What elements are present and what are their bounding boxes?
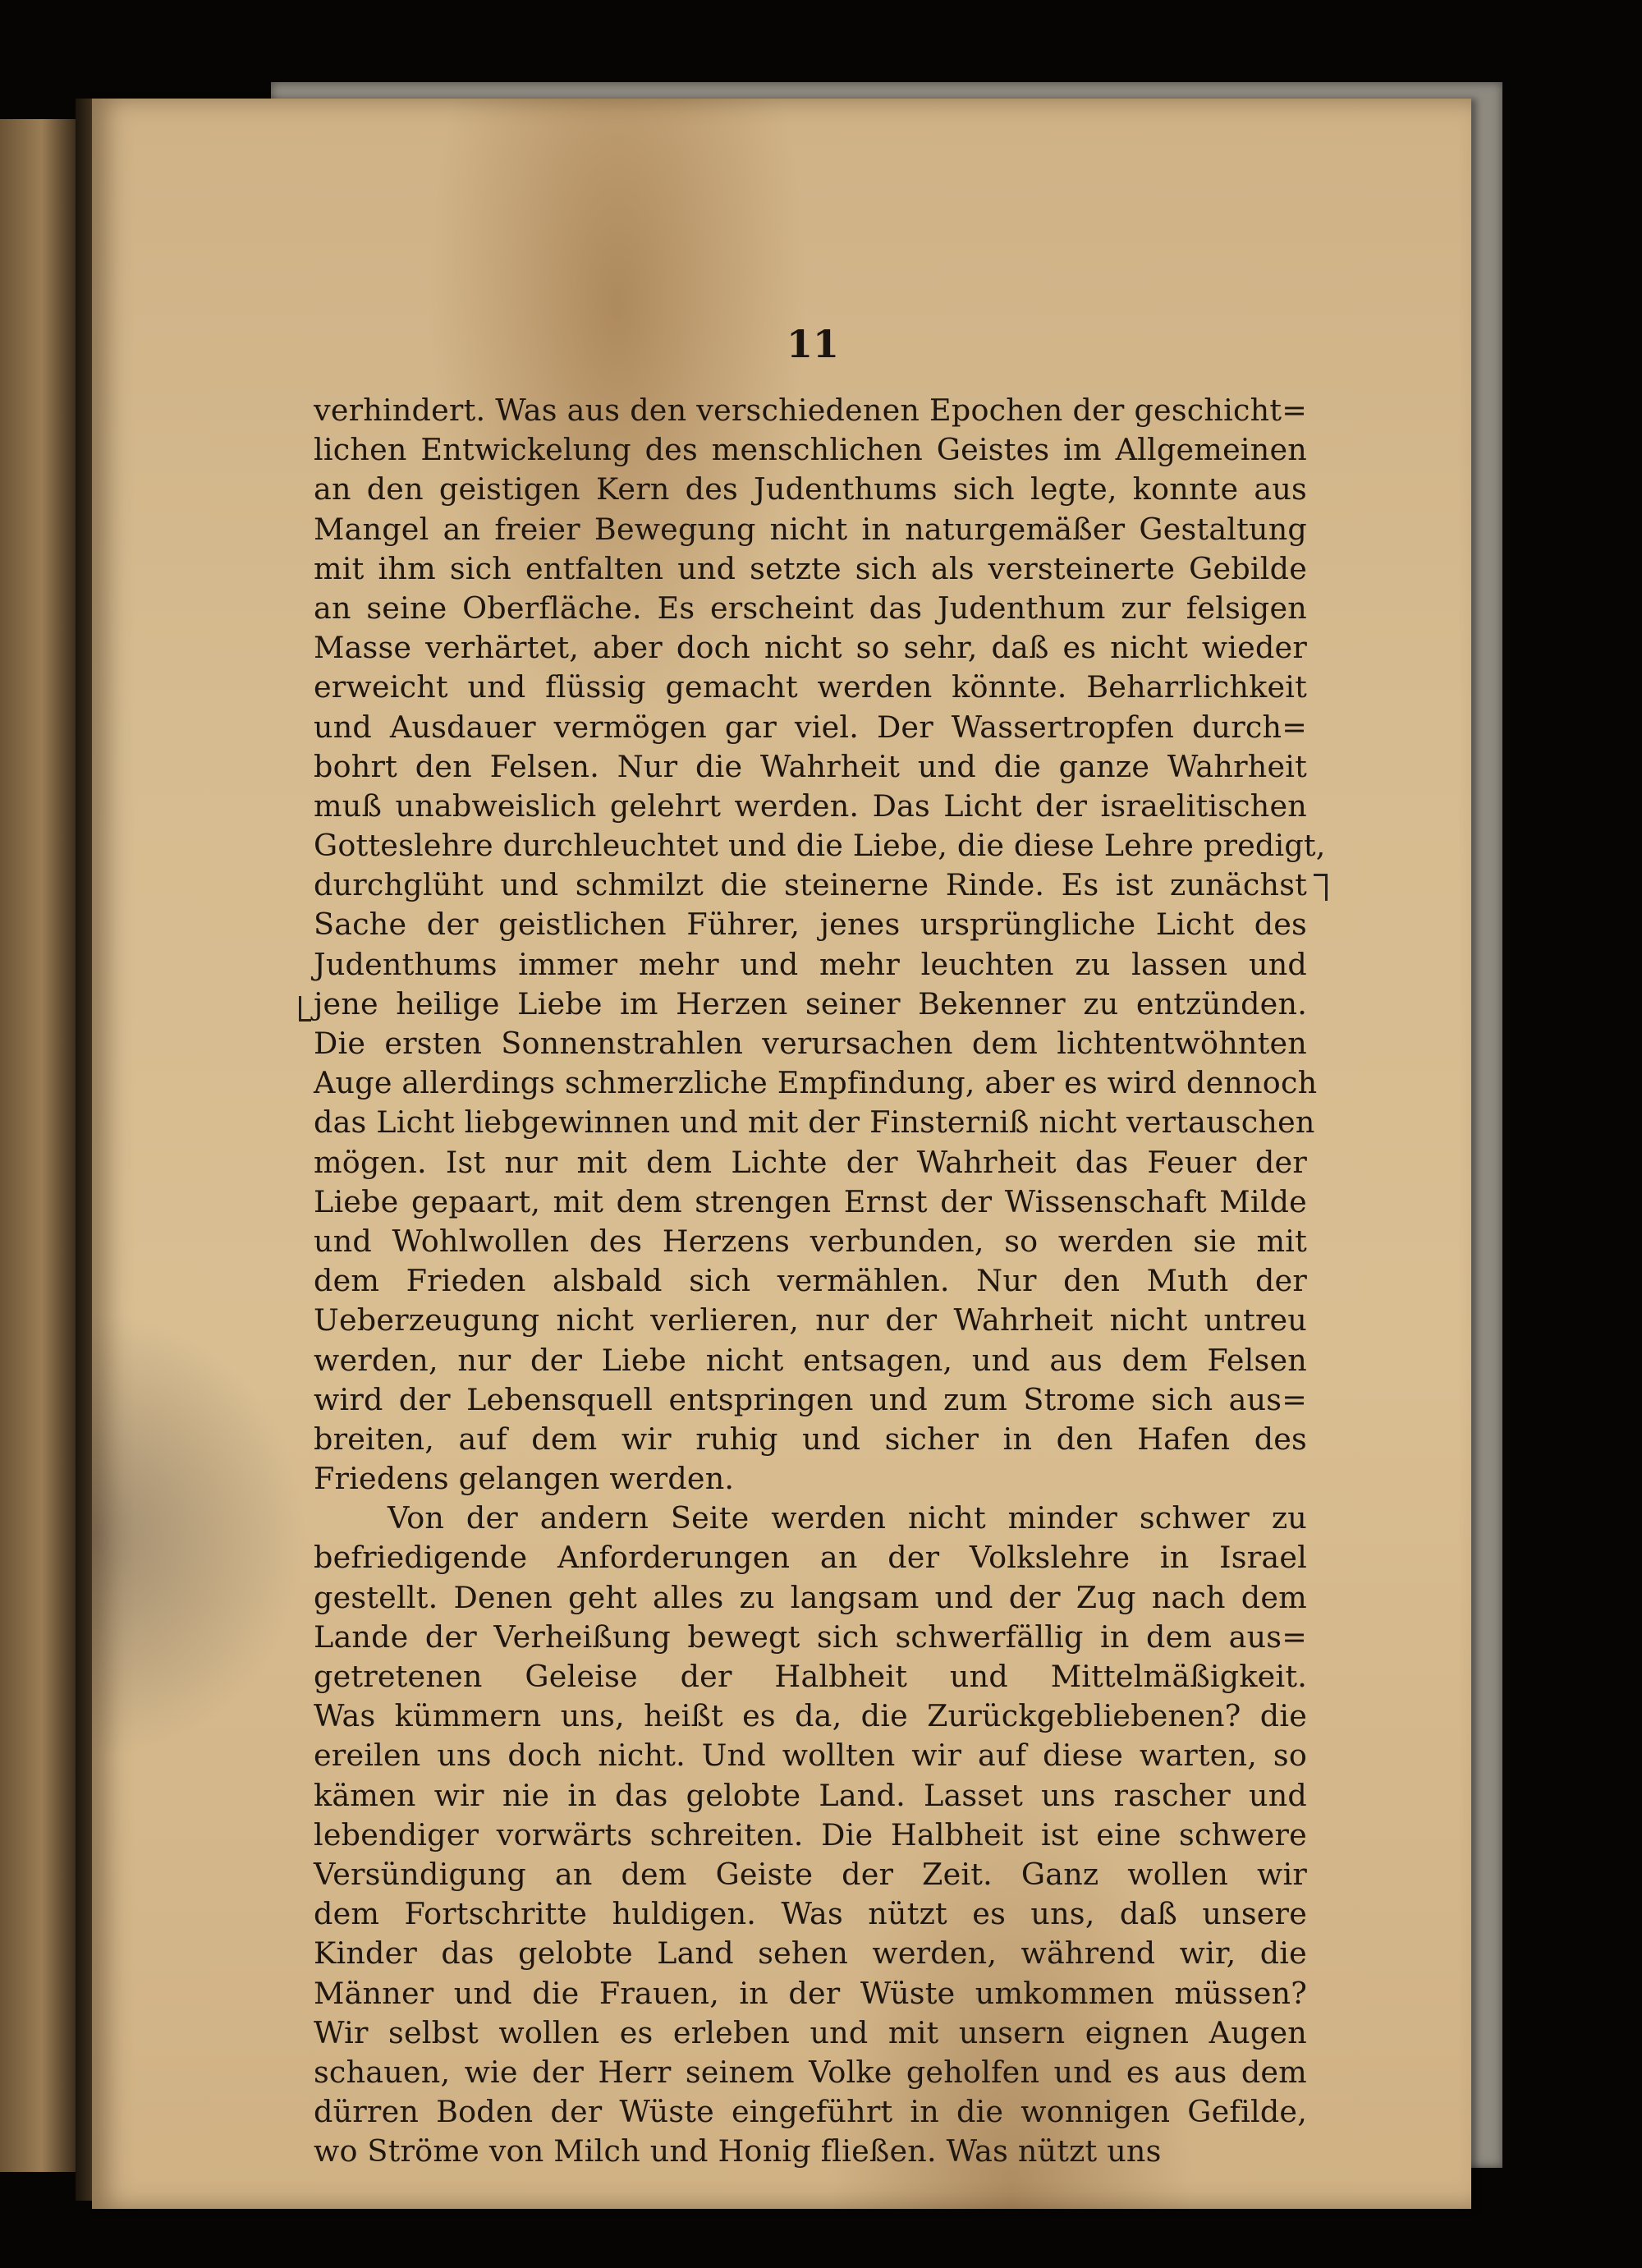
- text-line: mit ihm sich entfalten und setzte sich als versteinerte Gebilde: [314, 550, 1307, 586]
- text-line: und Ausdauer vermögen gar viel. Der Wassertropfen durch=: [314, 709, 1307, 745]
- body-text: [314, 391, 1326, 2171]
- book-page: [92, 99, 1471, 2209]
- text-line: wo Ströme von Milch und Honig fließen. Was nützt uns: [314, 2133, 1162, 2169]
- text-line: Wir selbst wollen es erleben und mit unsern eignen Augen: [314, 2014, 1307, 2050]
- text-line: Die ersten Sonnenstrahlen verursachen dem lichtentwöhnten: [314, 1026, 1307, 1061]
- text-line: Liebe gepaart, mit dem strengen Ernst der Wissenschaft Milde: [314, 1183, 1307, 1219]
- margin-bracket-mark: [299, 996, 311, 1022]
- text-line: bohrt den Felsen. Nur die Wahrheit und die ganze Wahrheit: [314, 748, 1307, 784]
- text-line: Lande der Verheißung bewegt sich schwerfällig in dem aus=: [314, 1618, 1307, 1655]
- text-line: schauen, wie der Herr seinem Volke geholfen und es aus dem: [314, 2054, 1307, 2090]
- text-line: werden, nur der Liebe nicht entsagen, und aus dem Felsen: [314, 1342, 1307, 1378]
- text-line: Ueberzeugung nicht verlieren, nur der Wahrheit nicht untreu: [314, 1302, 1307, 1338]
- text-line: wird der Lebensquell entspringen und zum Strome sich aus=: [314, 1381, 1307, 1417]
- text-line: Versündigung an dem Geiste der Zeit. Ganz wollen wir: [314, 1856, 1307, 1892]
- text-line: getretenen Geleise der Halbheit und Mittelmäßigkeit.: [314, 1659, 1307, 1694]
- text-line: befriedigende Anforderungen an der Volkslehre in Israel: [314, 1540, 1307, 1576]
- text-line: Gotteslehre durchleuchtet und die Liebe, die diese Lehre predigt,: [314, 828, 1326, 864]
- text-line: Kinder das gelobte Land sehen werden, während wir, die: [314, 1935, 1307, 1972]
- text-line: gestellt. Denen geht alles zu langsam und der Zug nach dem: [314, 1579, 1307, 1615]
- text-line: Von der andern Seite werden nicht minder schwer zu: [388, 1500, 1307, 1536]
- text-line: Friedens gelangen werden.: [314, 1461, 735, 1497]
- text-line: mögen. Ist nur mit dem Lichte der Wahrheit das Feuer der: [314, 1144, 1307, 1180]
- text-line: Mangel an freier Bewegung nicht in naturgemäßer Gestaltung: [314, 511, 1307, 547]
- page-number: 11: [786, 322, 839, 366]
- text-line: Auge allerdings schmerzliche Empfindung, aber es wird dennoch: [314, 1065, 1318, 1101]
- text-line: lebendiger vorwärts schreiten. Die Halbheit ist eine schwere: [314, 1816, 1307, 1853]
- text-line: Masse verhärtet, aber doch nicht so sehr, daß es nicht wieder: [314, 630, 1307, 666]
- text-line: an den geistigen Kern des Judenthums sich legte, konnte aus: [314, 471, 1307, 507]
- text-line: verhindert. Was aus den verschiedenen Epochen der geschicht=: [314, 393, 1307, 428]
- margin-bracket-mark: [1314, 874, 1328, 901]
- text-line: lichen Entwickelung des menschlichen Geistes im Allgemeinen: [314, 432, 1307, 468]
- text-line: das Licht liebgewinnen und mit der Finsterniß nicht vertauschen: [314, 1104, 1315, 1141]
- adjacent-page-edge: [0, 119, 76, 2172]
- text-line: erweicht und flüssig gemacht werden könnte. Beharrlichkeit: [314, 669, 1307, 705]
- text-line: Männer und die Frauen, in der Wüste umkommen müssen?: [314, 1975, 1307, 2011]
- text-line: durchglüht und schmilzt die steinerne Rinde. Es ist zunächst: [314, 867, 1307, 903]
- text-line: dem Frieden alsbald sich vermählen. Nur den Muth der: [314, 1263, 1307, 1299]
- paragraph: [314, 391, 1326, 1499]
- text-line: Sache der geistlichen Führer, jenes ursprüngliche Licht des: [314, 907, 1307, 943]
- text-line: dürren Boden der Wüste eingeführt in die wonnigen Gefilde,: [314, 2094, 1307, 2130]
- text-line: ereilen uns doch nicht. Und wollten wir auf diese warten, so: [314, 1738, 1307, 1774]
- text-line: muß unabweislich gelehrt werden. Das Licht der israelitischen: [314, 787, 1307, 824]
- text-line: und Wohlwollen des Herzens verbunden, so werden sie mit: [314, 1223, 1307, 1259]
- paragraph: [314, 1499, 1307, 2171]
- text-line: Was kümmern uns, heißt es da, die Zurückgebliebenen? die: [314, 1698, 1307, 1734]
- text-line: Judenthums immer mehr und mehr leuchten zu lassen und: [314, 946, 1307, 982]
- text-line: kämen wir nie in das gelobte Land. Lasset uns rascher und: [314, 1777, 1307, 1813]
- text-line: dem Fortschritte huldigen. Was nützt es uns, daß unsere: [314, 1896, 1307, 1932]
- text-line: an seine Oberfläche. Es erscheint das Judenthum zur felsigen: [314, 590, 1307, 626]
- text-line: breiten, auf dem wir ruhig und sicher in den Hafen des: [314, 1421, 1307, 1457]
- text-line: jene heilige Liebe im Herzen seiner Bekenner zu entzünden.: [314, 985, 1307, 1022]
